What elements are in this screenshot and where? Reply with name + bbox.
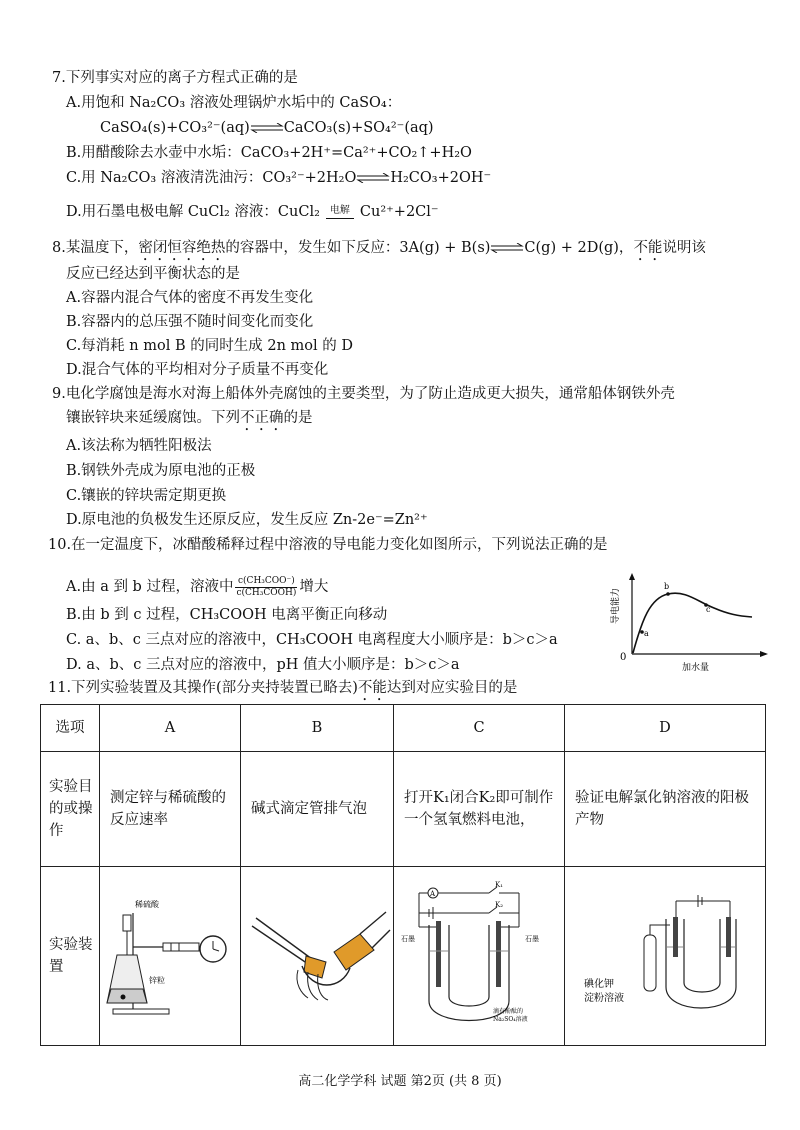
q8-stem: 8.某温度下，密闭恒容绝热的容器中，发生如下反应：3A(g) + B(s) C(g) + 2D(g)，不能说明该 — [52, 240, 706, 256]
table-row — [41, 752, 766, 867]
graph-point-b — [666, 592, 670, 596]
graph-label-c: c — [706, 605, 711, 614]
svg-text:Na₂SO₄溶液: Na₂SO₄溶液 — [493, 1016, 528, 1023]
row-head-apparatus: 实验装置 — [41, 867, 100, 1046]
q8-option-b: B.容器内的总压强不随时间变化而变化 — [66, 314, 314, 330]
q8-stem-line2: 反应已经达到平衡状态的是 — [66, 266, 240, 282]
graph-label-a: a — [644, 629, 649, 638]
equilibrium-arrow-icon — [490, 243, 524, 253]
svg-text:淀粉溶液: 淀粉溶液 — [584, 993, 624, 1004]
q9-option-b: B.钢铁外壳成为原电池的正极 — [66, 463, 256, 479]
svg-text:石墨: 石墨 — [401, 935, 415, 943]
q10-option-d: D. a、b、c 三点对应的溶液中，pH 值大小顺序是：b＞c＞a — [66, 657, 460, 673]
table-header-cell: A — [100, 705, 241, 752]
q7-option-a-equation: CaSO₄(s)+CO₃²⁻(aq) CaCO₃(s)+SO₄²⁻(aq) — [100, 120, 434, 136]
table-cell — [100, 867, 241, 1046]
table-cell: 碱式滴定管排气泡 — [241, 752, 394, 867]
electrolysis-condition: 电解 — [326, 206, 354, 219]
apparatus-a-figure — [105, 891, 235, 1021]
q8-option-d: D.混合气体的平均相对分子质量不再变化 — [66, 362, 329, 378]
page-footer: 高二化学学科 试题 第2页 (共 8 页) — [298, 1074, 502, 1089]
q9-stem-line2: 镶嵌锌块来延缓腐蚀。下列不正确的是 — [66, 410, 313, 426]
table-header-cell: B — [241, 705, 394, 752]
table-header-cell: D — [565, 705, 766, 752]
table-header-row — [41, 705, 766, 752]
svg-text:滴有酚酞的: 滴有酚酞的 — [493, 1008, 524, 1015]
graph-x-arrow-icon — [760, 651, 768, 657]
conductivity-graph — [606, 570, 782, 674]
row-head-purpose: 实验目的或操作 — [41, 752, 100, 867]
svg-text:石墨: 石墨 — [525, 935, 539, 943]
table-cell: 验证电解氯化钠溶液的阳极产物 — [565, 752, 766, 867]
svg-text:碘化钾: 碘化钾 — [584, 979, 614, 990]
q11-stem: 11.下列实验装置及其操作(部分夹持装置已略去)不能达到对应实验目的是 — [48, 680, 518, 696]
graph-ylabel: 导电能力 — [611, 587, 621, 624]
q7-option-a: A.用饱和 Na₂CO₃ 溶液处理锅炉水垢中的 CaSO₄： — [66, 95, 402, 111]
table-cell: 测定锌与稀硫酸的反应速率 — [100, 752, 241, 867]
graph-label-b: b — [664, 582, 670, 591]
q7-option-b: B.用醋酸除去水壶中水垢：CaCO₃+2H⁺=Ca²⁺+CO₂↑+H₂O — [66, 145, 472, 161]
table-header-cell: 选项 — [41, 705, 100, 752]
svg-text:稀硫酸: 稀硫酸 — [135, 900, 159, 909]
q7-option-c: C.用 Na₂CO₃ 溶液清洗油污：CO₃²⁻+2H₂O H₂CO₃+2OH⁻ — [66, 170, 492, 186]
equilibrium-arrow-icon — [250, 123, 284, 133]
q10-stem: 10.在一定温度下，冰醋酸稀释过程中溶液的导电能力变化如图所示，下列说法正确的是 — [48, 537, 608, 553]
concentration-ratio: $\frac{\text{c(CH₃COO⁻)}}{\text{c(CH₃COOH)}}$ — [236, 575, 297, 598]
q9-option-a: A.该法称为牺牲阳极法 — [66, 438, 212, 454]
graph-y-arrow-icon — [629, 573, 635, 580]
q8-option-c: C.每消耗 n mol B 的同时生成 2n mol 的 D — [66, 338, 353, 354]
q9-option-d: D.原电池的负极发生还原反应，发生反应 Zn-2e⁻=Zn²⁺ — [66, 512, 428, 528]
graph-xlabel: 加水量 — [682, 663, 710, 673]
apparatus-d-figure — [580, 891, 750, 1021]
graph-curve — [633, 593, 752, 653]
table-cell: 打开K₁闭合K₂即可制作一个氢氧燃料电池， — [394, 752, 565, 867]
graph-origin: 0 — [620, 652, 627, 663]
q7-stem: 7.下列事实对应的离子方程式正确的是 — [52, 70, 298, 86]
apparatus-b-figure — [242, 906, 392, 1006]
q10-option-b: B.由 b 到 c 过程，CH₃COOH 电离平衡正向移动 — [66, 607, 388, 623]
q9-stem: 9.电化学腐蚀是海水对海上船体外壳腐蚀的主要类型，为了防止造成更大损失，通常船体钢铁外壳 — [52, 386, 675, 402]
svg-text:A: A — [430, 890, 436, 898]
q7-option-d: D.用石墨电极电解 CuCl₂ 溶液：CuCl₂ 电解 Cu²⁺+2Cl⁻ — [66, 204, 439, 220]
q10-option-c: C. a、b、c 三点对应的溶液中，CH₃COOH 电离程度大小顺序是：b＞c＞a — [66, 632, 558, 648]
equilibrium-arrow-icon — [356, 173, 390, 183]
svg-text:锌粒: 锌粒 — [149, 976, 165, 985]
table-header-cell: C — [394, 705, 565, 752]
q10-option-a: A.由 a 到 b 过程，溶液中 $\frac{\text{c(CH₃COO⁻)}}{\text{c(CH₃COOH)}}$ 增大 — [66, 575, 329, 598]
table-cell — [565, 867, 766, 1046]
experiment-table — [40, 704, 766, 1046]
table-cell — [241, 867, 394, 1046]
table-cell — [394, 867, 565, 1046]
table-row — [41, 867, 766, 1046]
svg-text:K₂: K₂ — [495, 901, 504, 909]
q8-option-a: A.容器内混合气体的密度不再发生变化 — [66, 290, 314, 306]
q9-option-c: C.镶嵌的锌块需定期更换 — [66, 488, 227, 504]
svg-text:K₁: K₁ — [495, 881, 504, 889]
apparatus-c-figure — [399, 881, 559, 1031]
